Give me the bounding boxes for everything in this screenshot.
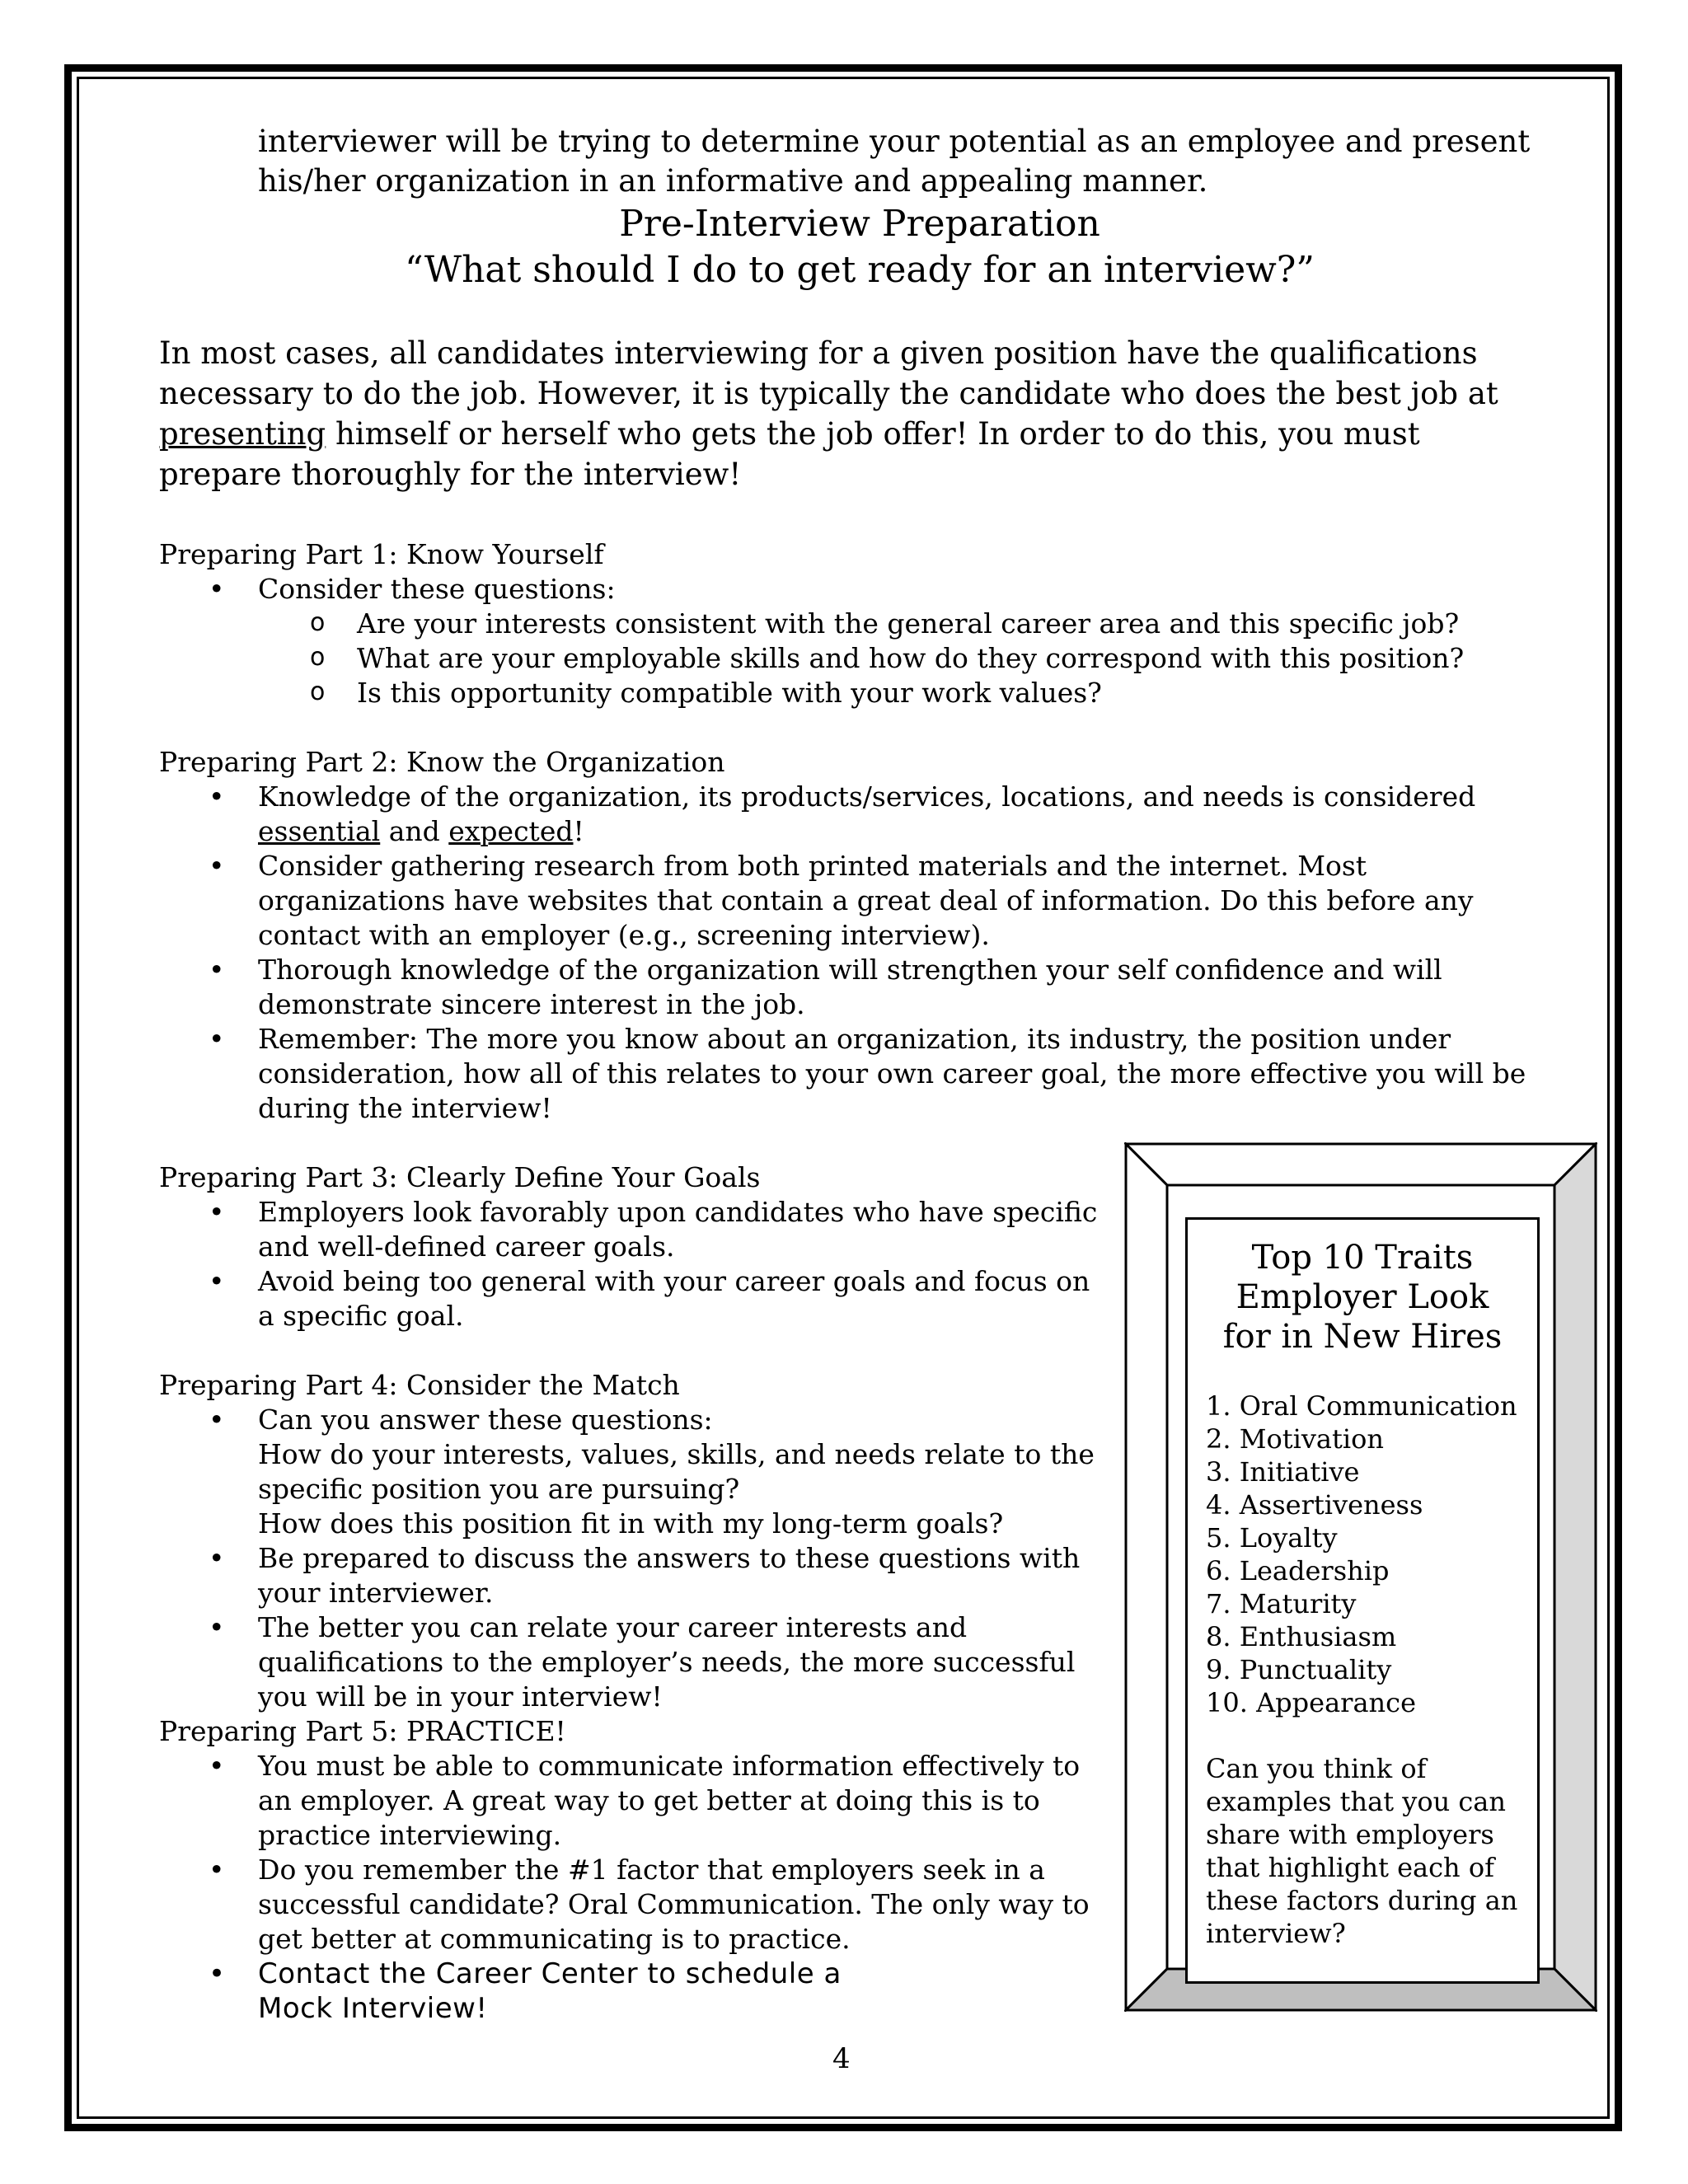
traits-question: Can you think of examples that you can share with employers that highlight each of these factors during an interview? [1206,1753,1518,1949]
list-item: • Employers look favorably upon candidates who have specific and well-defined career goals. [159,1195,1099,1264]
lead-text-2: himself or herself who gets the job offer! In order to do this, you must prepare thoroughly for the interview! [159,416,1420,492]
list-item: • Thorough knowledge of the organization will strengthen your self confidence and will demonstrate sincere interest in the job. [159,953,1544,1022]
sub-list-item: o What are your employable skills and how do they correspond with this position? [159,641,1544,676]
list-item: • The better you can relate your career interests and qualifications to the employer’s needs, the more successful you will be in your interview! [159,1610,1099,1714]
lead-paragraph [159,333,1544,494]
traits-title-line: Employer Look [1236,1278,1489,1316]
underlined-word: expected [448,815,574,847]
part-3-section [159,1160,1099,1333]
trait-item: 2. Motivation [1206,1423,1384,1455]
bullet-text: Knowledge of the organization, its products/services, locations, and needs is considered [258,780,1476,813]
bullet-text: ! [573,815,584,847]
intro-line-1: interviewer will be trying to determine your potential as an employee and present [258,124,1531,159]
sub-list-item: o Is this opportunity compatible with your work values? [159,676,1544,710]
intro-paragraph [159,122,1544,201]
trait-item: 5. Loyalty [1206,1522,1338,1554]
list-item: • Remember: The more you know about an organization, its industry, the position under consideration, how all of this relates to your own career goal, the more effective you will be during the interview! [159,1022,1544,1126]
bullet-subline: How do your interests, values, skills, and needs relate to the specific position you are pursuing? [258,1438,1095,1505]
part-5-title: Preparing Part 5: PRACTICE! [159,1715,566,1747]
lead-text-1: In most cases, all candidates interviewing for a given position have the qualifications necessary to do the job. However, it is typically the candidate who does the best job at [159,335,1498,411]
list-item: • Consider gathering research from both printed materials and the internet. Most organizations have websites that contain a great deal of information. Do this before any contact with an employer (e.g., screening interview). [159,849,1544,953]
trait-item: 9. Punctuality [1206,1654,1392,1685]
part-2-title: Preparing Part 2: Know the Organization [159,746,725,778]
traits-title-line: Top 10 Traits [1251,1239,1474,1277]
part-1-title: Preparing Part 1: Know Yourself [159,538,604,570]
list-item: • Do you remember the #1 factor that employers seek in a successful candidate? Oral Communication. The only way to get better at communicating is to practice. [159,1853,1099,1957]
bevel-left [1126,1144,1167,2010]
trait-item: 3. Initiative [1206,1456,1360,1488]
traits-title [1188,1238,1537,1357]
lead-underlined: presenting [159,416,326,452]
part-3-title: Preparing Part 3: Clearly Define Your Goals [159,1161,761,1193]
bullet-text: • Contact the Career Center to schedule a [258,1957,842,1990]
part-2-section [159,745,1544,1126]
list-item: • You must be able to communicate information effectively to an employer. A great way to get better at doing this is to practice interviewing. [159,1749,1099,1853]
bevel-right [1554,1144,1596,2010]
section-subheading: “What should I do to get ready for an interview?” [405,249,1315,291]
trait-item: 6. Leadership [1206,1555,1390,1586]
list-item [159,1957,1099,2026]
underlined-word: essential [258,815,381,847]
list-item [159,572,1544,710]
list-item: • Avoid being too general with your career goals and focus on a specific goal. [159,1264,1099,1333]
trait-item: 7. Maturity [1206,1588,1357,1619]
bullet-text: • Can you answer these questions: [258,1404,713,1436]
part-4-title: Preparing Part 4: Consider the Match [159,1369,680,1401]
bullet-text: Mock Interview! [258,1992,488,2025]
section-heading: Pre-Interview Preparation [619,203,1100,245]
list-item [159,1403,1099,1541]
trait-item: 1. Oral Communication [1206,1390,1517,1422]
bullet-text: and [380,815,449,847]
sub-list-item: o Are your interests consistent with the general career area and this specific job? [159,607,1544,641]
traits-box [1185,1217,1540,1984]
page-number: 4 [832,2042,851,2075]
traits-title-line: for in New Hires [1222,1318,1503,1356]
list-item: • Be prepared to discuss the answers to these questions with your interviewer. [159,1541,1099,1610]
trait-item: 8. Enthusiasm [1206,1621,1397,1652]
trait-item: 4. Assertiveness [1206,1489,1423,1521]
part-1-bullet: Consider these questions: [258,573,616,605]
traits-list [1206,1390,1537,1719]
part-4-section [159,1368,1099,1714]
bullet-subline: How does this position fit in with my long-term goals? [258,1507,1004,1540]
part-5-section [159,1714,1099,2026]
part-1-section [159,537,1544,710]
bevel-top [1126,1144,1596,1185]
intro-line-2: his/her organization in an informative and appealing manner. [258,163,1208,199]
list-item [159,780,1544,849]
trait-item: 10. Appearance [1206,1687,1416,1718]
